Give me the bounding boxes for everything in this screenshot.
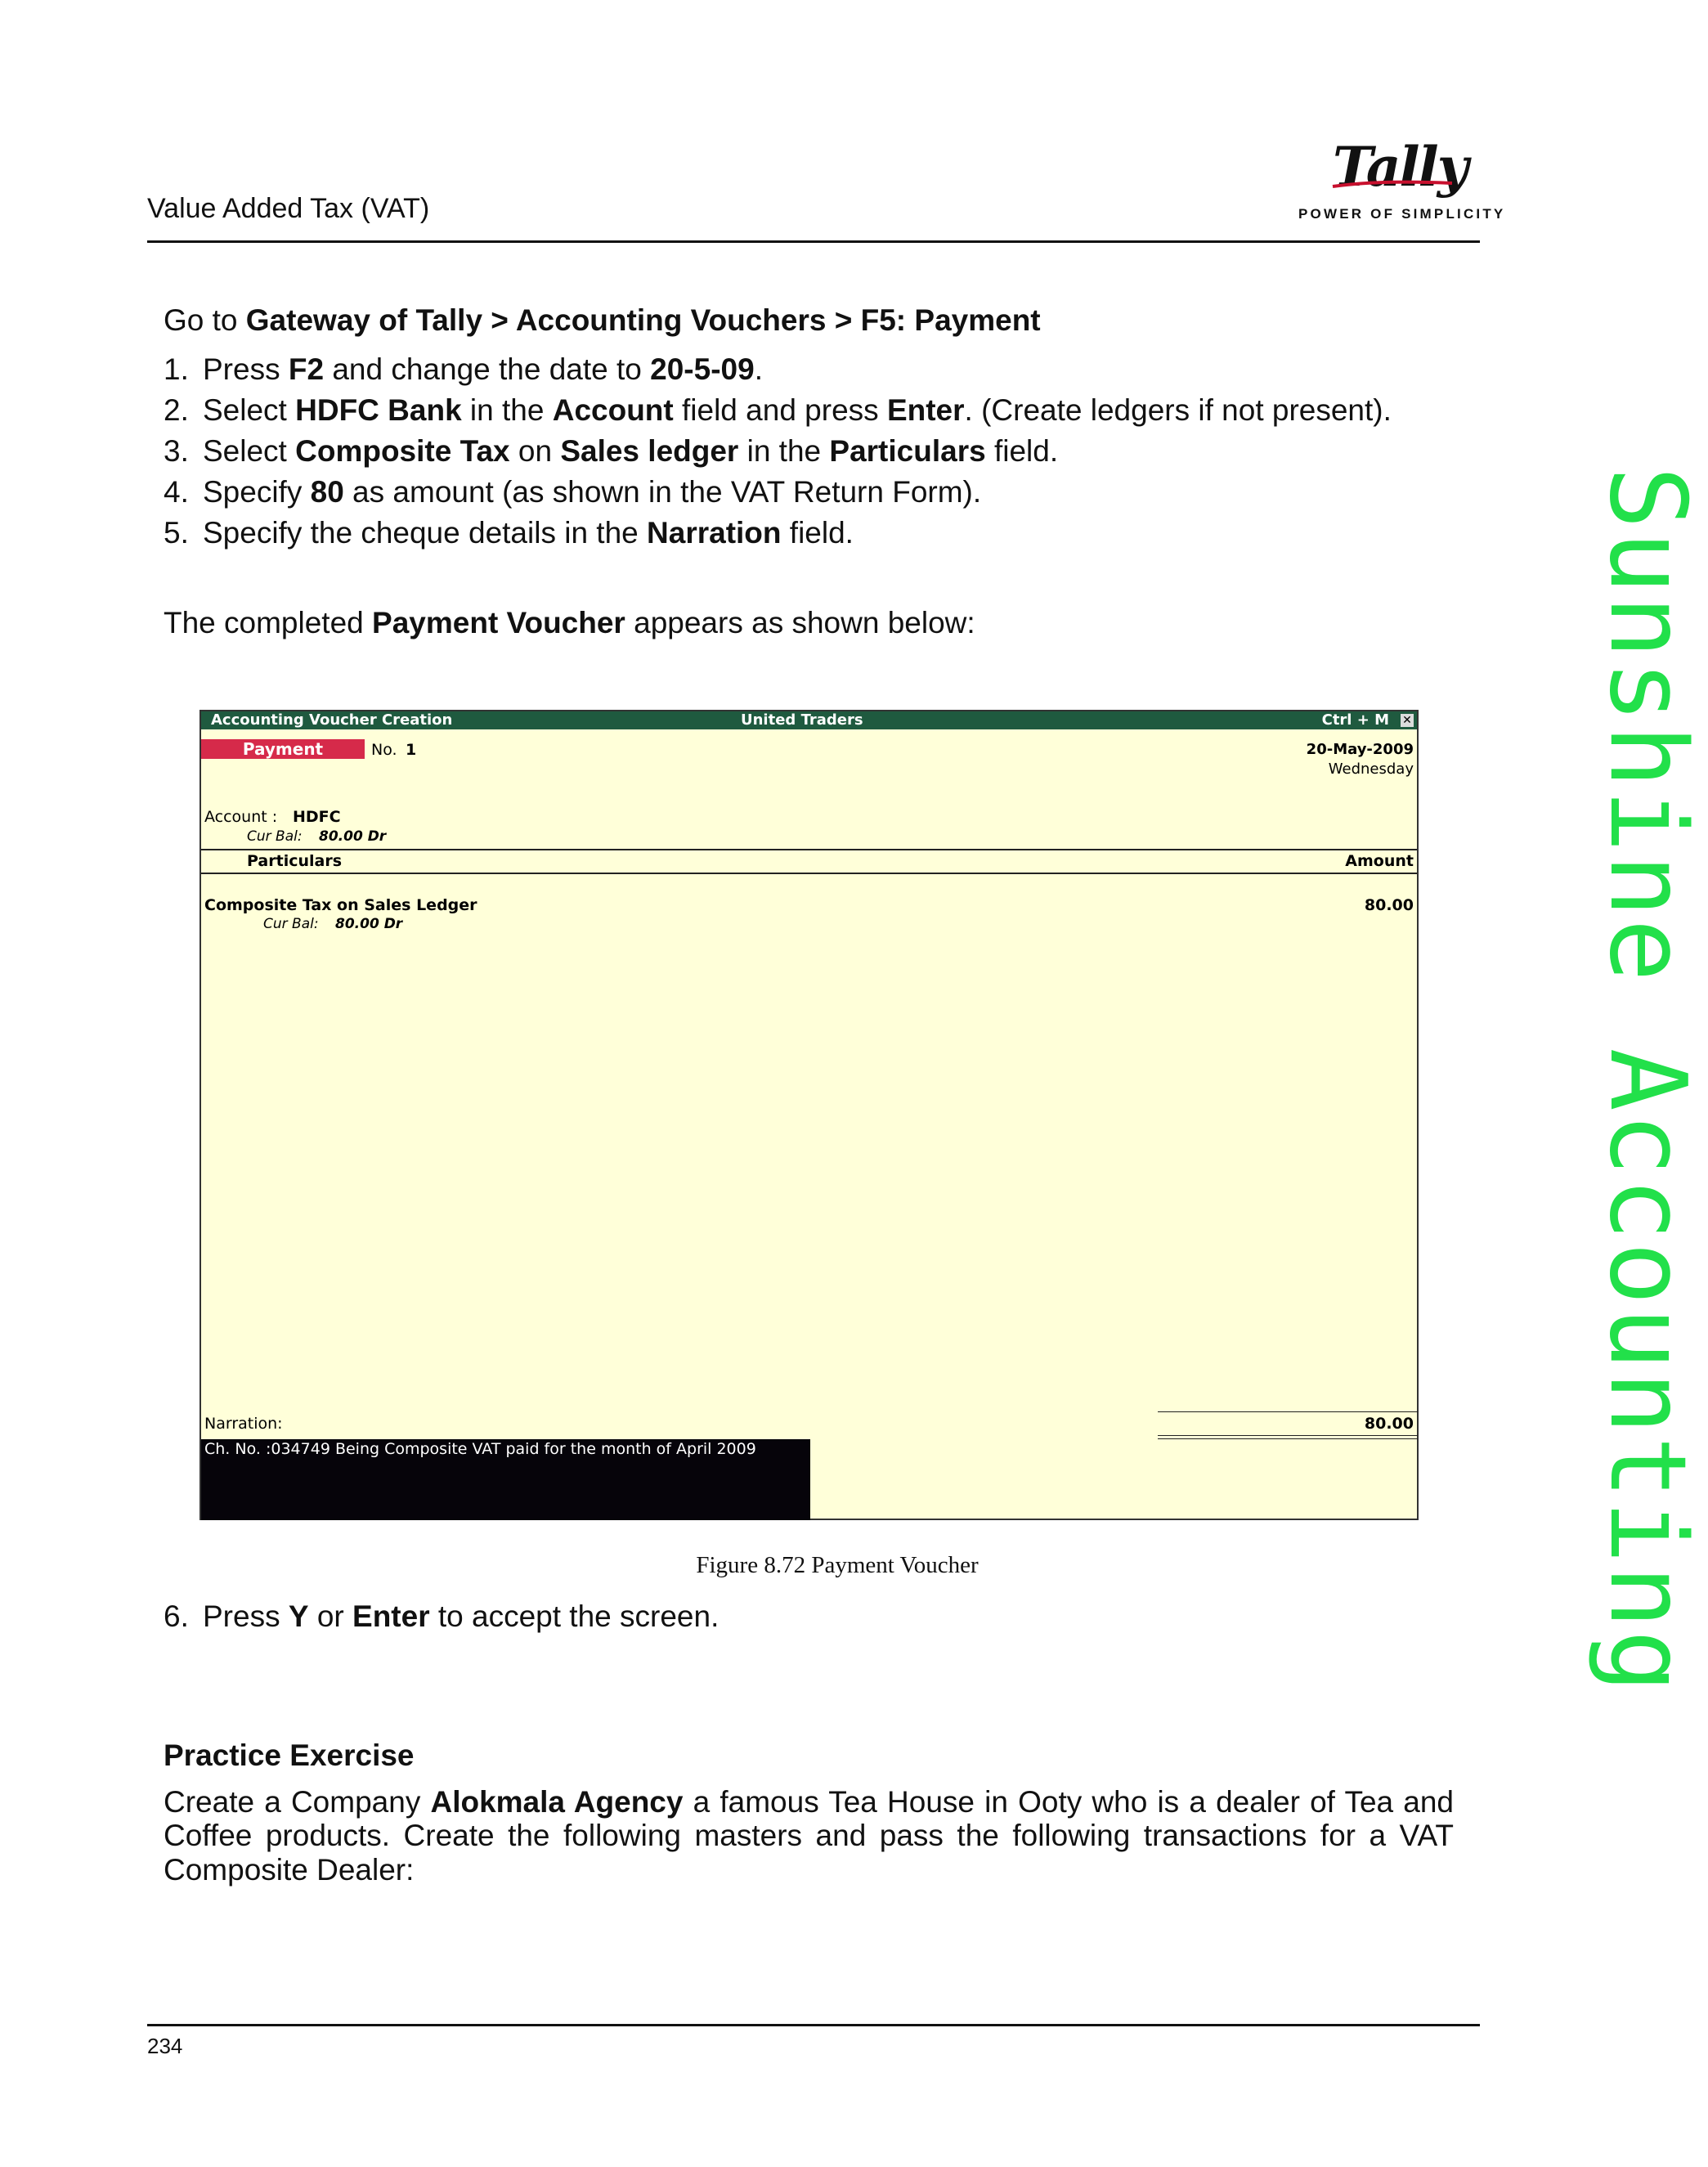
step-2 bbox=[164, 393, 1392, 428]
amount-column-header: Amount bbox=[1345, 852, 1414, 870]
nav-prefix: Go to bbox=[164, 303, 246, 337]
step-text: Press bbox=[203, 352, 289, 386]
step-text: or bbox=[308, 1599, 353, 1633]
step-number: 6. bbox=[164, 1599, 189, 1633]
total-top-rule bbox=[1158, 1411, 1418, 1412]
step-text: in the bbox=[738, 434, 830, 468]
payment-voucher-screenshot bbox=[199, 710, 1419, 1520]
step-text: field and press bbox=[673, 393, 887, 427]
table-top-rule bbox=[201, 849, 1417, 850]
step-text: as amount (as shown in the VAT Return Form). bbox=[343, 475, 982, 509]
close-icon[interactable]: ✕ bbox=[1401, 714, 1414, 727]
narration-label: Narration: bbox=[204, 1415, 283, 1433]
header-divider bbox=[147, 240, 1480, 243]
intro-text: appears as shown below: bbox=[625, 606, 975, 639]
step-key: Enter bbox=[352, 1599, 430, 1633]
table-header-rule bbox=[201, 873, 1417, 874]
running-header-title: Value Added Tax (VAT) bbox=[147, 193, 430, 224]
entry-balance-value: 80.00 Dr bbox=[335, 916, 403, 932]
watermark: Sunshine Accounting bbox=[1586, 466, 1708, 1695]
voucher-no-value[interactable]: 1 bbox=[406, 741, 417, 759]
step-text: . (Create ledgers if not present). bbox=[964, 393, 1392, 427]
account-balance-value: 80.00 Dr bbox=[319, 828, 387, 845]
step-key: Y bbox=[288, 1599, 309, 1633]
voucher-no-label: No. bbox=[371, 741, 397, 759]
step-text: Select bbox=[203, 434, 296, 468]
step-text: and change the date to bbox=[324, 352, 651, 386]
intro-key: Payment Voucher bbox=[372, 606, 625, 639]
narration-field[interactable] bbox=[201, 1439, 810, 1520]
step-number: 4. bbox=[164, 475, 189, 509]
step-key: Particulars bbox=[829, 434, 986, 468]
total-double-rule-2 bbox=[1158, 1438, 1418, 1439]
step-key: Enter bbox=[886, 393, 965, 427]
account-balance-label: Cur Bal: bbox=[247, 828, 303, 845]
practice-text: a famous Tea House in Ooty who is a dealer of Tea and Coffee products. Create the following masters and pass the following transactions for a VAT Composite Dealer: bbox=[164, 1785, 1454, 1887]
account-value[interactable]: HDFC bbox=[293, 808, 341, 826]
step-number: 1. bbox=[164, 352, 189, 386]
step-key: 20-5-09 bbox=[650, 352, 755, 386]
ledger-entry-amount[interactable]: 80.00 bbox=[1364, 896, 1414, 914]
particulars-column-header: Particulars bbox=[247, 852, 343, 870]
step-key: Composite Tax bbox=[295, 434, 510, 468]
practice-text: Create a Company bbox=[164, 1785, 431, 1819]
step-1 bbox=[164, 352, 763, 388]
step-4 bbox=[164, 474, 981, 510]
shortcut-hint[interactable]: Ctrl + M bbox=[1321, 711, 1389, 729]
step-6 bbox=[164, 1599, 719, 1635]
step-text: to accept the screen. bbox=[429, 1599, 720, 1633]
intro-text: The completed bbox=[164, 606, 373, 639]
nav-path: Gateway of Tally > Accounting Vouchers > F5: Payment bbox=[245, 303, 1041, 337]
step-number: 3. bbox=[164, 434, 189, 468]
practice-heading: Practice Exercise bbox=[164, 1739, 415, 1772]
step-key: Narration bbox=[647, 516, 782, 550]
step-text: Press bbox=[203, 1599, 289, 1633]
step-text: Select bbox=[203, 393, 296, 427]
step-text: on bbox=[509, 434, 561, 468]
navigation-path bbox=[164, 303, 1041, 339]
logo-tagline: POWER OF SIMPLICITY bbox=[1298, 206, 1506, 222]
footer-divider bbox=[147, 2024, 1480, 2026]
voucher-weekday: Wednesday bbox=[1328, 760, 1414, 778]
step-text: field. bbox=[985, 434, 1059, 468]
total-double-rule-1 bbox=[1158, 1435, 1418, 1436]
entry-balance-label: Cur Bal: bbox=[263, 916, 319, 932]
practice-company: Alokmala Agency bbox=[430, 1785, 684, 1819]
logo-swoosh bbox=[1331, 178, 1454, 190]
window-title-bar bbox=[201, 711, 1417, 729]
step-text: Specify the cheque details in the bbox=[203, 516, 648, 550]
company-name: United Traders bbox=[741, 711, 863, 729]
step-key: F2 bbox=[288, 352, 325, 386]
page-number: 234 bbox=[147, 2034, 183, 2058]
step-key: Account bbox=[552, 393, 674, 427]
total-amount: 80.00 bbox=[1364, 1415, 1414, 1433]
narration-text: Ch. No. :034749 Being Composite VAT paid for the month of April 2009 bbox=[204, 1440, 756, 1458]
step-text: field. bbox=[781, 516, 854, 550]
figure-intro bbox=[164, 605, 975, 641]
step-3 bbox=[164, 433, 1058, 469]
step-key: Sales ledger bbox=[560, 434, 739, 468]
step-number: 2. bbox=[164, 393, 189, 427]
figure-caption: Figure 8.72 Payment Voucher bbox=[696, 1552, 979, 1578]
practice-paragraph bbox=[164, 1785, 1454, 1887]
step-5 bbox=[164, 515, 854, 551]
step-text: in the bbox=[461, 393, 553, 427]
step-number: 5. bbox=[164, 516, 189, 550]
step-text: Specify bbox=[203, 475, 311, 509]
voucher-type-badge: Payment bbox=[201, 739, 365, 759]
step-key: 80 bbox=[310, 475, 344, 509]
step-key: HDFC Bank bbox=[295, 393, 462, 427]
voucher-date[interactable]: 20-May-2009 bbox=[1306, 741, 1414, 758]
step-text: . bbox=[754, 352, 763, 386]
account-label: Account : bbox=[204, 808, 278, 826]
window-title: Accounting Voucher Creation bbox=[211, 711, 453, 729]
ledger-entry-name[interactable]: Composite Tax on Sales Ledger bbox=[204, 896, 477, 914]
tally-logo: Tally bbox=[1333, 135, 1468, 199]
